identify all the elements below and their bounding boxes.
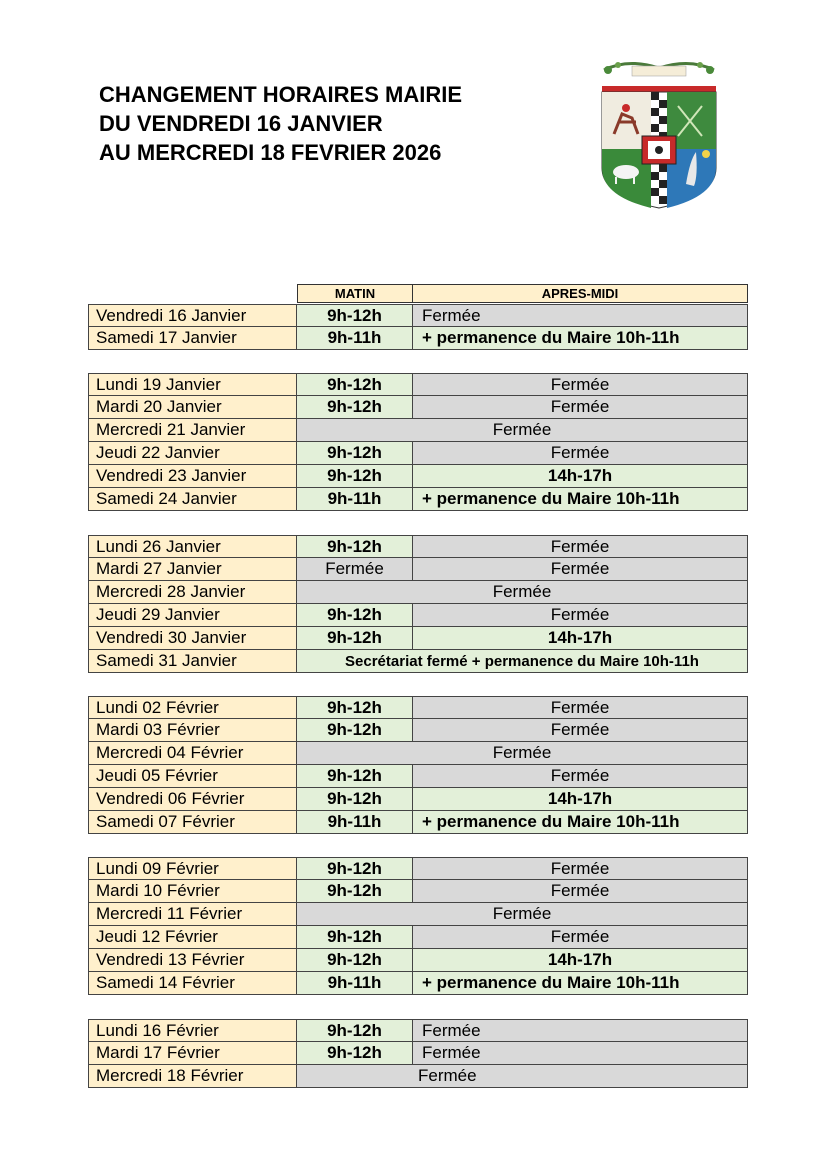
apres-midi-cell: Fermée: [413, 604, 748, 627]
matin-cell: 9h-12h: [297, 949, 413, 972]
day-cell: Samedi 14 Février: [88, 972, 297, 995]
matin-cell: 9h-12h: [297, 627, 413, 650]
title-line-3: AU MERCREDI 18 FEVRIER 2026: [99, 140, 442, 165]
table-header: [297, 284, 748, 303]
table-row: [88, 327, 748, 350]
full-day-closed-cell: Fermée: [297, 903, 748, 926]
apres-midi-cell: 14h-17h: [413, 949, 748, 972]
apres-midi-cell: Fermée: [413, 396, 748, 419]
apres-midi-cell: Fermée: [413, 535, 748, 558]
full-day-closed-cell: Fermée: [297, 419, 748, 442]
apres-midi-cell: Fermée: [413, 696, 748, 719]
day-cell: Mardi 17 Février: [88, 1042, 297, 1065]
day-cell: Samedi 07 Février: [88, 811, 297, 834]
matin-cell: 9h-12h: [297, 304, 413, 327]
day-cell: Vendredi 16 Janvier: [88, 304, 297, 327]
full-day-closed-cell: Fermée: [297, 581, 748, 604]
matin-cell: 9h-12h: [297, 604, 413, 627]
apres-midi-cell: Fermée: [413, 304, 748, 327]
full-day-closed-cell: Fermée: [297, 1065, 748, 1088]
title-line-1: CHANGEMENT HORAIRES MAIRIE: [99, 82, 463, 107]
day-cell: Vendredi 13 Février: [88, 949, 297, 972]
day-cell: Lundi 19 Janvier: [88, 373, 297, 396]
day-cell: Mercredi 28 Janvier: [88, 581, 297, 604]
day-cell: Lundi 02 Février: [88, 696, 297, 719]
table-row: [88, 1042, 748, 1065]
matin-cell: 9h-12h: [297, 719, 413, 742]
matin-cell: 9h-12h: [297, 396, 413, 419]
matin-cell: 9h-12h: [297, 442, 413, 465]
day-cell: Jeudi 22 Janvier: [88, 442, 297, 465]
matin-cell: 9h-12h: [297, 535, 413, 558]
apres-midi-cell: + permanence du Maire 10h-11h: [413, 972, 748, 995]
day-cell: Jeudi 29 Janvier: [88, 604, 297, 627]
table-row: [88, 304, 748, 327]
table-row: [88, 880, 748, 903]
header-apres-midi: APRES-MIDI: [413, 284, 748, 303]
day-cell: Vendredi 23 Janvier: [88, 465, 297, 488]
table-row: [88, 488, 748, 511]
day-cell: Lundi 16 Février: [88, 1019, 297, 1042]
header-matin: MATIN: [297, 284, 413, 303]
apres-midi-cell: + permanence du Maire 10h-11h: [413, 811, 748, 834]
apres-midi-cell: Fermée: [413, 1019, 748, 1042]
apres-midi-cell: Fermée: [413, 442, 748, 465]
table-row: [88, 442, 748, 465]
apres-midi-cell: 14h-17h: [413, 465, 748, 488]
matin-cell: 9h-12h: [297, 465, 413, 488]
day-cell: Mardi 03 Février: [88, 719, 297, 742]
day-cell: Lundi 09 Février: [88, 857, 297, 880]
day-cell: Vendredi 06 Février: [88, 788, 297, 811]
apres-midi-cell: 14h-17h: [413, 627, 748, 650]
table-row: [88, 604, 748, 627]
table-row: [88, 373, 748, 396]
apres-midi-cell: Fermée: [413, 926, 748, 949]
matin-cell: 9h-12h: [297, 373, 413, 396]
table-row: [88, 396, 748, 419]
day-cell: Jeudi 05 Février: [88, 765, 297, 788]
day-cell: Mercredi 21 Janvier: [88, 419, 297, 442]
table-row: [88, 1065, 748, 1088]
title-line-2: DU VENDREDI 16 JANVIER: [99, 111, 383, 136]
table-row: [88, 765, 748, 788]
apres-midi-cell: Fermée: [413, 373, 748, 396]
day-cell: Mercredi 11 Février: [88, 903, 297, 926]
day-cell: Samedi 17 Janvier: [88, 327, 297, 350]
apres-midi-cell: + permanence du Maire 10h-11h: [413, 327, 748, 350]
table-row: [88, 535, 748, 558]
table-row: [88, 558, 748, 581]
matin-cell: 9h-12h: [297, 696, 413, 719]
matin-cell: 9h-11h: [297, 327, 413, 350]
day-cell: Samedi 24 Janvier: [88, 488, 297, 511]
matin-cell: 9h-11h: [297, 488, 413, 511]
day-cell: Mercredi 18 Février: [88, 1065, 297, 1088]
table-row: [88, 972, 748, 995]
matin-cell: 9h-11h: [297, 811, 413, 834]
matin-cell: Fermée: [297, 558, 413, 581]
page-title: [99, 80, 462, 167]
day-cell: Vendredi 30 Janvier: [88, 627, 297, 650]
day-cell: Mardi 20 Janvier: [88, 396, 297, 419]
matin-cell: 9h-12h: [297, 788, 413, 811]
table-row: [88, 581, 748, 604]
day-cell: Jeudi 12 Février: [88, 926, 297, 949]
apres-midi-cell: Fermée: [413, 1042, 748, 1065]
table-row: [88, 811, 748, 834]
apres-midi-cell: Fermée: [413, 857, 748, 880]
matin-cell: 9h-12h: [297, 1042, 413, 1065]
table-row: [88, 903, 748, 926]
table-row: [88, 949, 748, 972]
table-row: [88, 788, 748, 811]
apres-midi-cell: Fermée: [413, 880, 748, 903]
full-day-notice-cell: Secrétariat fermé + permanence du Maire 10h-11h: [297, 650, 748, 673]
table-row: [88, 650, 748, 673]
table-row: [88, 465, 748, 488]
apres-midi-cell: 14h-17h: [413, 788, 748, 811]
table-row: [88, 857, 748, 880]
matin-cell: 9h-12h: [297, 857, 413, 880]
full-day-closed-cell: Fermée: [297, 742, 748, 765]
matin-cell: 9h-12h: [297, 926, 413, 949]
table-row: [88, 1019, 748, 1042]
apres-midi-cell: Fermée: [413, 719, 748, 742]
day-cell: Samedi 31 Janvier: [88, 650, 297, 673]
matin-cell: 9h-12h: [297, 1019, 413, 1042]
table-row: [88, 627, 748, 650]
day-cell: Mardi 10 Février: [88, 880, 297, 903]
matin-cell: 9h-12h: [297, 765, 413, 788]
table-row: [88, 742, 748, 765]
table-row: [88, 926, 748, 949]
apres-midi-cell: Fermée: [413, 765, 748, 788]
day-cell: Mardi 27 Janvier: [88, 558, 297, 581]
matin-cell: 9h-12h: [297, 880, 413, 903]
matin-cell: 9h-11h: [297, 972, 413, 995]
coat-of-arms-icon: [598, 56, 720, 212]
apres-midi-cell: + permanence du Maire 10h-11h: [413, 488, 748, 511]
table-row: [88, 719, 748, 742]
table-row: [88, 696, 748, 719]
apres-midi-cell: Fermée: [413, 558, 748, 581]
day-cell: Lundi 26 Janvier: [88, 535, 297, 558]
day-cell: Mercredi 04 Février: [88, 742, 297, 765]
table-row: [88, 419, 748, 442]
